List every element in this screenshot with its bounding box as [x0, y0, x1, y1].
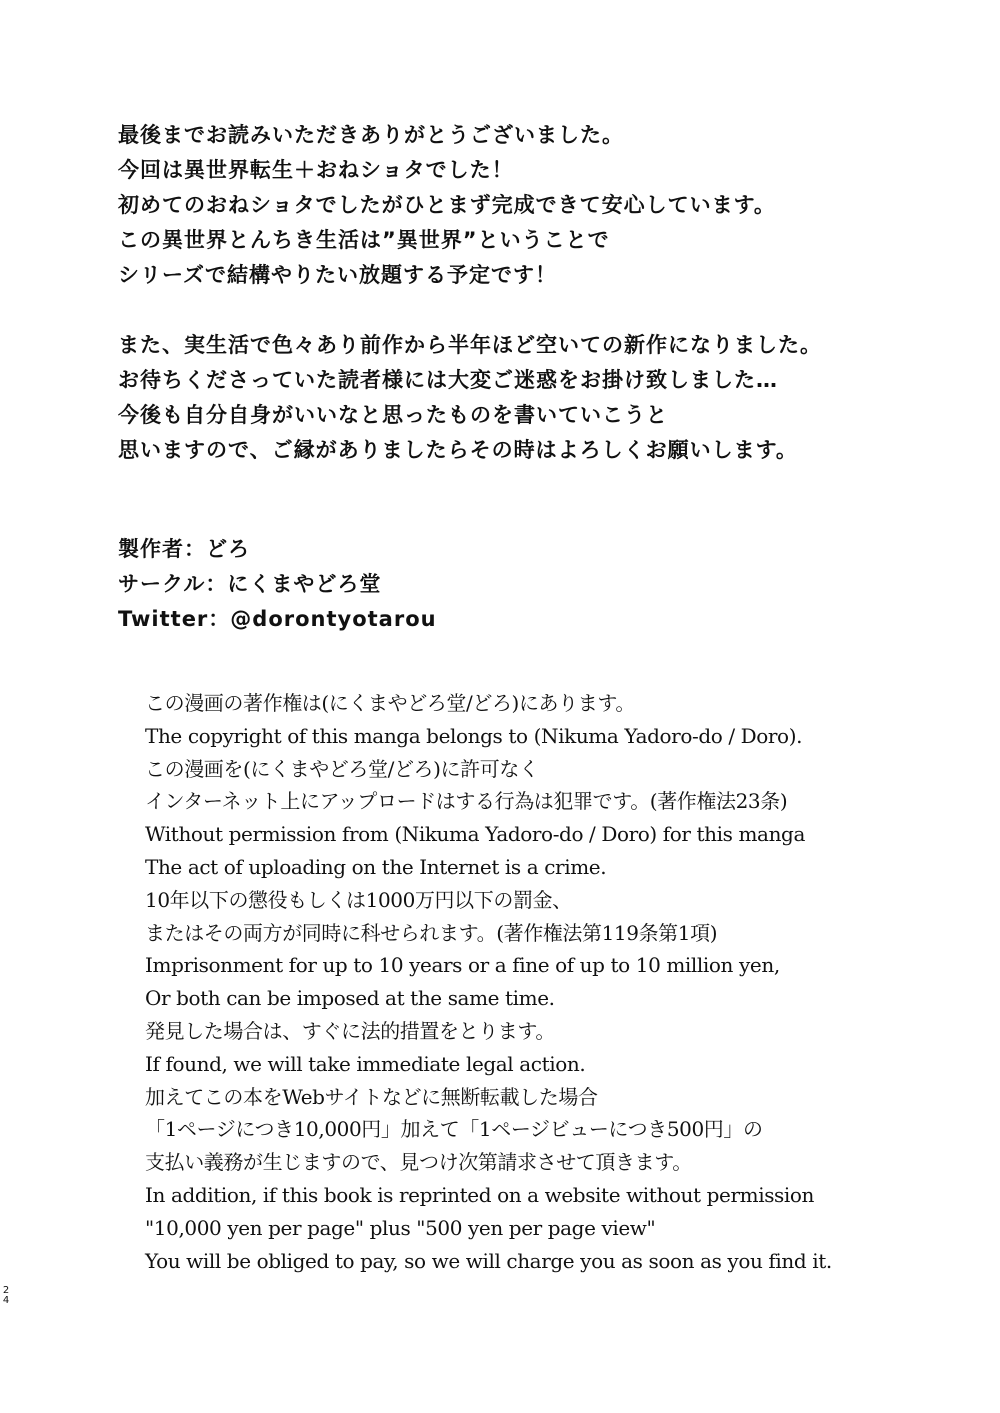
afterword: [118, 118, 978, 468]
notice-line: 10年以下の懲役もしくは1000万円以下の罰金、: [145, 887, 572, 912]
notice-line: この漫画の著作権は(にくまやどろ堂/どろ)にあります。: [145, 691, 635, 715]
notice-line: You will be obliged to pay, so we will charge you as soon as you find it.: [145, 1248, 832, 1273]
notice-line: この漫画を(にくまやどろ堂/どろ)に許可なく: [145, 756, 539, 781]
notice-line: The copyright of this manga belongs to (Nikuma Yadoro-do / Doro).: [145, 723, 803, 748]
afterword-line: この異世界とんちき生活は”異世界”ということで: [118, 228, 610, 252]
notice-line: If found, we will take immediate legal action.: [145, 1051, 586, 1076]
afterword-line: 思いますので、ご縁がありましたらその時はよろしくお願いします。: [118, 438, 798, 462]
afterword-line: 今後も自分自身がいいなと思ったものを書いていこうと: [118, 403, 668, 427]
notice-line: Or both can be imposed at the same time.: [145, 986, 555, 1011]
paragraph-gap: [118, 293, 978, 328]
credits: [118, 532, 978, 637]
notice-line: インターネット上にアップロードはする行為は犯罪です。(著作権法23条): [145, 789, 788, 814]
notice-line: 「1ページにつき10,000円」加えて「1ページビューにつき500円」の: [145, 1117, 763, 1142]
creator-credit: 製作者：どろ: [118, 537, 250, 561]
notice-line: Imprisonment for up to 10 years or a fine of up to 10 million yen,: [145, 953, 780, 978]
afterword-line: 今回は異世界転生＋おねショタでした！: [118, 158, 514, 182]
notice-line: 加えてこの本をWebサイトなどに無断転載した場合: [145, 1084, 598, 1109]
copyright-notice: [145, 687, 965, 1277]
notice-line: In addition, if this book is reprinted on a website without permission: [145, 1182, 815, 1207]
notice-line: The act of uploading on the Internet is a crime.: [145, 854, 607, 879]
afterword-line: また、実生活で色々あり前作から半年ほど空いての新作になりました。: [118, 333, 822, 357]
notice-line: 発見した場合は、すぐに法的措置をとります。: [145, 1018, 555, 1043]
circle-credit: サークル：にくまやどろ堂: [118, 572, 382, 596]
twitter-handle: Twitter：@dorontyotarou: [118, 607, 437, 631]
afterword-line: お待ちくださっていた読者様には大変ご迷惑をお掛け致しました…: [118, 368, 778, 392]
page-number: 24: [2, 1285, 10, 1306]
notice-line: "10,000 yen per page" plus "500 yen per page view": [145, 1215, 656, 1240]
afterword-line: 初めてのおねショタでしたがひとまず完成できて安心しています。: [118, 193, 776, 217]
afterword-line: 最後までお読みいただきありがとうございました。: [118, 123, 624, 147]
notice-line: 支払い義務が生じますので、見つけ次第請求させて頂きます。: [145, 1150, 692, 1175]
notice-line: またはその両方が同時に科せられます。(著作権法第119条第1項): [145, 920, 718, 945]
notice-line: Without permission from (Nikuma Yadoro-do / Doro) for this manga: [145, 822, 805, 847]
afterword-line: シリーズで結構やりたい放題する予定です！: [118, 263, 557, 287]
